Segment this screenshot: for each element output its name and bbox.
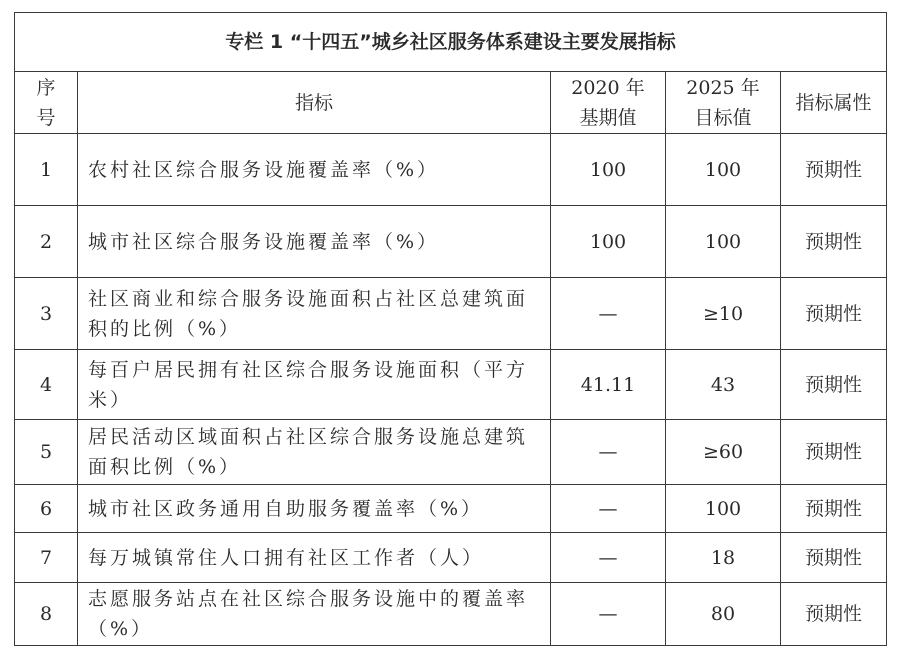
table-row	[15, 485, 887, 533]
table-row	[15, 134, 887, 206]
row-base: 100	[551, 134, 666, 206]
header-target	[666, 72, 781, 134]
row-indicator: 居民活动区域面积占社区综合服务设施总建筑面积比例（%）	[78, 420, 551, 485]
row-indicator: 城市社区政务通用自助服务覆盖率（%）	[78, 485, 551, 533]
row-target: 100	[666, 485, 781, 533]
row-num: 3	[15, 278, 78, 350]
row-base: 41.11	[551, 350, 666, 420]
row-num: 4	[15, 350, 78, 420]
table-row	[15, 533, 887, 583]
row-attr: 预期性	[781, 420, 887, 485]
indicator-table	[14, 12, 887, 646]
row-indicator: 城市社区综合服务设施覆盖率（%）	[78, 206, 551, 278]
row-target: 80	[666, 583, 781, 646]
row-indicator: 每万城镇常住人口拥有社区工作者（人）	[78, 533, 551, 583]
row-target: ≥10	[666, 278, 781, 350]
row-base: —	[551, 278, 666, 350]
row-base: —	[551, 485, 666, 533]
header-base-line1: 2020 年	[571, 76, 645, 99]
table-row	[15, 206, 887, 278]
row-attr: 预期性	[781, 533, 887, 583]
table-row	[15, 420, 887, 485]
header-row	[15, 72, 887, 134]
header-attr: 指标属性	[781, 72, 887, 134]
row-attr: 预期性	[781, 350, 887, 420]
row-num: 2	[15, 206, 78, 278]
header-target-line1: 2025 年	[686, 76, 760, 99]
row-attr: 预期性	[781, 278, 887, 350]
row-num: 8	[15, 583, 78, 646]
table-title-row	[15, 13, 887, 72]
row-target: 43	[666, 350, 781, 420]
row-indicator: 志愿服务站点在社区综合服务设施中的覆盖率（%）	[78, 583, 551, 646]
row-indicator: 农村社区综合服务设施覆盖率（%）	[78, 134, 551, 206]
row-attr: 预期性	[781, 583, 887, 646]
row-base: —	[551, 583, 666, 646]
table-row	[15, 583, 887, 646]
row-num: 7	[15, 533, 78, 583]
row-target: 100	[666, 206, 781, 278]
row-attr: 预期性	[781, 134, 887, 206]
row-num: 5	[15, 420, 78, 485]
row-base: —	[551, 533, 666, 583]
row-indicator: 每百户居民拥有社区综合服务设施面积（平方米）	[78, 350, 551, 420]
row-indicator: 社区商业和综合服务设施面积占社区总建筑面积的比例（%）	[78, 278, 551, 350]
header-num	[15, 72, 78, 134]
row-target: ≥60	[666, 420, 781, 485]
header-base	[551, 72, 666, 134]
header-num-line2: 号	[36, 106, 56, 129]
row-target: 18	[666, 533, 781, 583]
table-row	[15, 350, 887, 420]
table-title: 专栏 1 “十四五”城乡社区服务体系建设主要发展指标	[15, 13, 887, 72]
row-target: 100	[666, 134, 781, 206]
row-num: 1	[15, 134, 78, 206]
row-base: 100	[551, 206, 666, 278]
row-attr: 预期性	[781, 206, 887, 278]
row-attr: 预期性	[781, 485, 887, 533]
row-num: 6	[15, 485, 78, 533]
table-row	[15, 278, 887, 350]
row-base: —	[551, 420, 666, 485]
header-base-line2: 基期值	[579, 106, 637, 129]
header-num-line1: 序	[36, 76, 56, 99]
header-indicator: 指标	[78, 72, 551, 134]
header-target-line2: 目标值	[694, 106, 752, 129]
